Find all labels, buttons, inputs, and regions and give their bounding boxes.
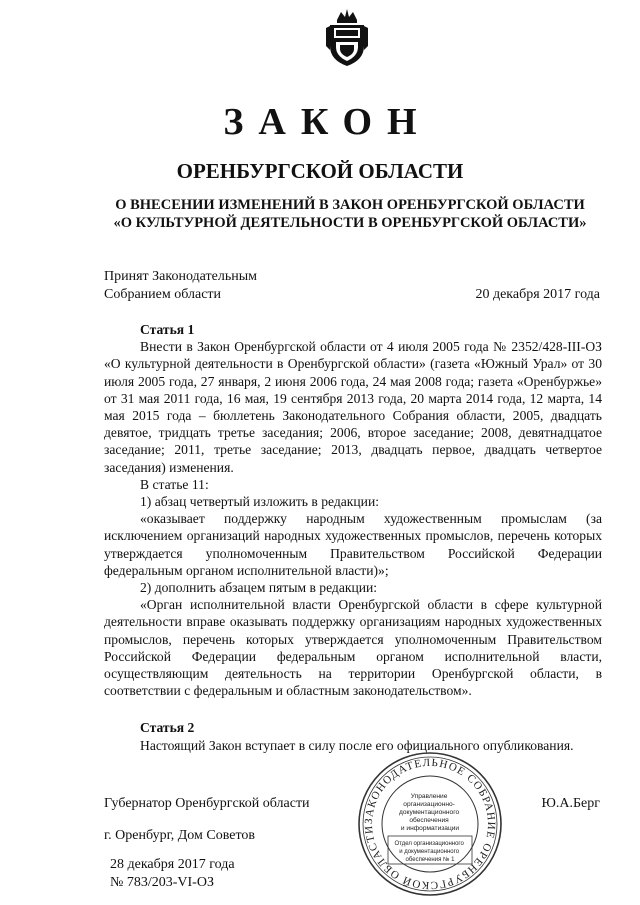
adoption-date: 20 декабря 2017 года [475, 287, 600, 302]
svg-text:Управление организационн [399, 793, 461, 832]
coat-of-arms [323, 6, 371, 68]
signing-details [110, 856, 235, 892]
law-heading-line-1: О ВНЕСЕНИИ ИЗМЕНЕНИЙ В ЗАКОН ОРЕНБУРГСКОЙ ОБЛАСТИ [115, 197, 585, 213]
seal-stamp-icon [356, 750, 504, 898]
signing-place: г. Оренбург, Дом Советов [104, 828, 255, 843]
seal-inner-line: и информатизации [400, 825, 460, 832]
article-1-paragraph: В статье 11: [140, 476, 209, 492]
law-body [104, 318, 602, 754]
seal-inner-line: обеспечения [409, 817, 449, 824]
official-seal [356, 750, 504, 898]
article-1-paragraph: 2) дополнить абзацем пятым в редакции: [140, 580, 378, 596]
adoption-line-1: Принят Законодательным [104, 269, 257, 284]
article-1-title: Статья 1 [140, 322, 195, 337]
article-1-paragraph: «Орган исполнительной власти Оренбургской области в сфере культурной деятельности вправе оказывать поддержку организациям народных художественных промыслов, перечень которых утверждается уполномоченным Правительством Российской Федерации федеральным органом исполнительной власти, осуществляющим деятельность на территории Оренбургской области, в соответствии с федеральным и областным законодательством». [104, 597, 602, 699]
signatory-name: Ю.А.Берг [541, 796, 600, 811]
svg-text:ЗАКОНОДАТЕЛЬНОЕ СОБРАНИЕ ОРЕНБ [363, 757, 497, 891]
seal-inner-line: организационно- [403, 801, 455, 808]
article-1-paragraph: 1) абзац четвертый изложить в редакции: [140, 494, 380, 510]
adoption-line-2: Собранием области [104, 287, 222, 302]
document-title: ЗАКОН [223, 101, 432, 143]
signing-date: 28 декабря 2017 года [110, 857, 235, 872]
seal-department-line: Отдел организационного [394, 841, 464, 847]
signatory-position: Губернатор Оренбургской области [104, 796, 310, 811]
law-heading [60, 196, 640, 232]
seal-inner-line: Управление [410, 793, 448, 800]
adoption-note [104, 268, 257, 304]
svg-text:Отдел организационного и [395, 841, 466, 863]
law-heading-line-2: «О КУЛЬТУРНОЙ ДЕЯТЕЛЬНОСТИ В ОРЕНБУРГСКОЙ ОБЛАСТИ» [113, 215, 587, 231]
seal-department-line: обеспечения № 1 [405, 857, 455, 863]
seal-department-line: и документационного [399, 849, 460, 855]
region-title: ОРЕНБУРГСКОЙ ОБЛАСТИ [176, 159, 464, 183]
law-number: № 783/203-VI-ОЗ [110, 875, 214, 890]
seal-inner-line: документационного [399, 809, 460, 816]
orenburg-coat-of-arms-icon [323, 6, 371, 68]
article-2-title: Статья 2 [140, 720, 195, 736]
seal-ring-text: ЗАКОНОДАТЕЛЬНОЕ СОБРАНИЕ ОРЕНБУРГСКОЙ ОБЛАСТИ [362, 756, 498, 892]
article-1-paragraph: «оказывает поддержку народным художественным промыслам (за исключением организаций народных художественных промыслов, перечень которых утверждается уполномоченным Правительством Российской Федерации федеральным органом исполнительной власти)»; [104, 511, 602, 578]
article-1-paragraph: Внести в Закон Оренбургской области от 4 июля 2005 года № 2352/428-III-ОЗ «О культурной деятельности в Оренбургской области» (газета «Южный Урал» от 30 июля 2005 года, 27 января, 2 июня 2006 года, 24 мая 2008 года; газета «Оренбуржье» от 31 мая 2011 года, 16 мая, 19 сентября 2013 года, 20 марта 2014 года, 12 марта, 14 мая 2015 года – бюллетень Законодательного Собрания области, 2005, двадцать девятое, тридцать третье заседания; 2006, второе заседание; 2008, девятнадцатое заседание; 2011, третье заседание; 2013, двадцать первое, двадцать четвертое заседания) изменения. [104, 339, 602, 475]
article-2-paragraph: Настоящий Закон вступает в силу после его официального опубликования. [140, 737, 574, 753]
